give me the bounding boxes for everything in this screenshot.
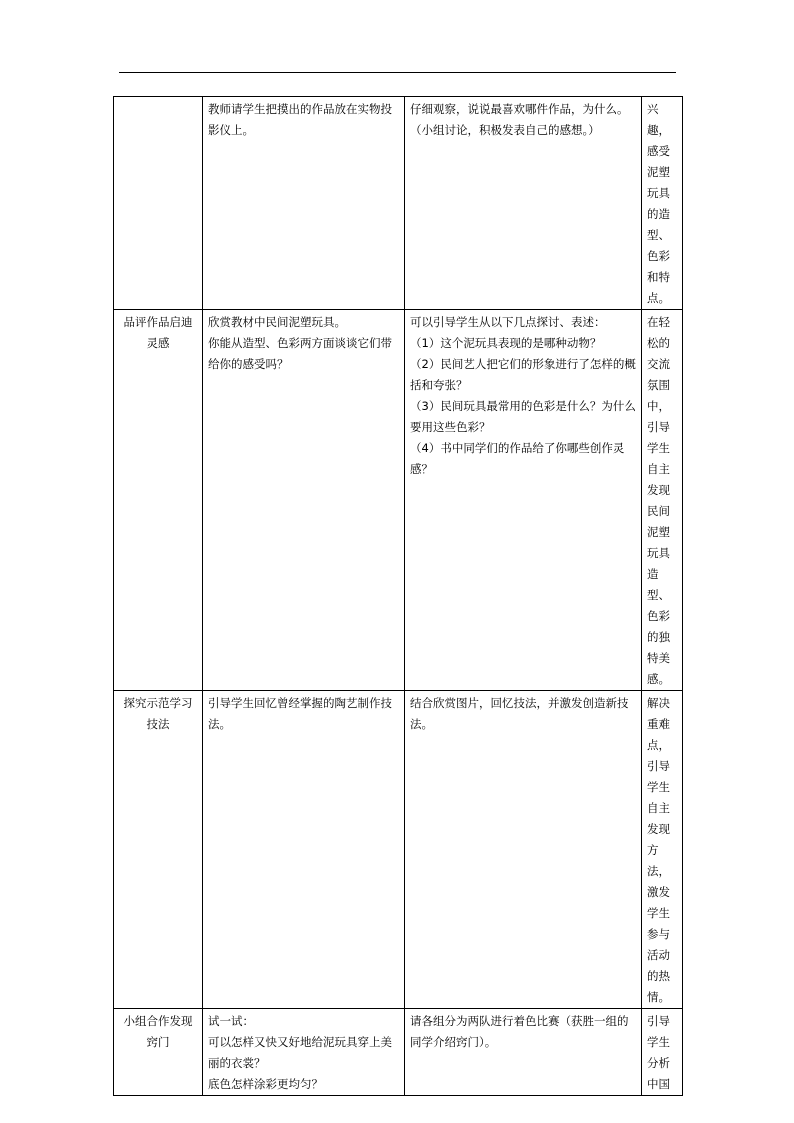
student-text: （1）这个泥玩具表现的是哪种动物？ (410, 336, 602, 350)
student-activity-cell (405, 310, 642, 691)
design-intent-cell: 解决重难点，引导学生自主发现方法，激发学生参与活动的热情。 (642, 691, 683, 1009)
design-intent-cell: 引导学生分析中国 (642, 1009, 683, 1096)
student-text: （2）民间艺人把它们的形象进行了怎样的概括和夸张？ (410, 357, 636, 392)
student-text: （4）书中同学们的作品给了你哪些创作灵感？ (410, 441, 625, 476)
table-row (114, 97, 683, 310)
teacher-activity-cell (203, 97, 405, 310)
stage-cell: 探究示范学习技法 (114, 691, 203, 1009)
student-activity-cell (405, 1009, 642, 1096)
student-text: （3）民间玩具最常用的色彩是什么？为什么要用这些色彩？ (410, 399, 636, 434)
header-rule (119, 72, 676, 73)
teacher-text: 引导学生回忆曾经掌握的陶艺制作技法。 (208, 696, 392, 731)
student-activity-cell (405, 691, 642, 1009)
student-text: 请各组分为两队进行着色比赛（获胜一组的同学介绍窍门）。 (410, 1014, 629, 1049)
teacher-activity-cell (203, 691, 405, 1009)
table-row (114, 1009, 683, 1096)
student-text: （小组讨论，积极发表自己的感想。） (410, 123, 600, 137)
design-intent-cell: 在轻松的交流氛围中，引导学生自主发现民间泥塑玩具造型、色彩的独特美感。 (642, 310, 683, 691)
table-row (114, 310, 683, 691)
teacher-text: 试一试： (208, 1014, 254, 1028)
teacher-text: 欣赏教材中民间泥塑玩具。 (208, 315, 346, 329)
student-text: 仔细观察，说说最喜欢哪件作品，为什么。 (410, 102, 629, 116)
teacher-activity-cell (203, 1009, 405, 1096)
lesson-plan-table (113, 96, 683, 1096)
stage-cell: 小组合作发现窍门 (114, 1009, 203, 1096)
teacher-text: 你能从造型、色彩两方面谈谈它们带给你的感受吗？ (208, 336, 392, 371)
student-activity-cell (405, 97, 642, 310)
table-row (114, 691, 683, 1009)
teacher-text: 底色怎样涂彩更均匀？ (208, 1077, 323, 1091)
student-text: 可以引导学生从以下几点探讨、表述： (410, 315, 606, 329)
teacher-text: 教师请学生把摸出的作品放在实物投影仪上。 (208, 102, 392, 137)
teacher-text: 可以怎样又快又好地给泥玩具穿上美丽的衣裳？ (208, 1035, 392, 1070)
teacher-activity-cell (203, 310, 405, 691)
design-intent-cell: 兴趣，感受泥塑玩具的造型、色彩和特点。 (642, 97, 683, 310)
stage-cell (114, 97, 203, 310)
stage-cell: 品评作品启迪灵感 (114, 310, 203, 691)
student-text: 结合欣赏图片，回忆技法，并激发创造新技法。 (410, 696, 629, 731)
